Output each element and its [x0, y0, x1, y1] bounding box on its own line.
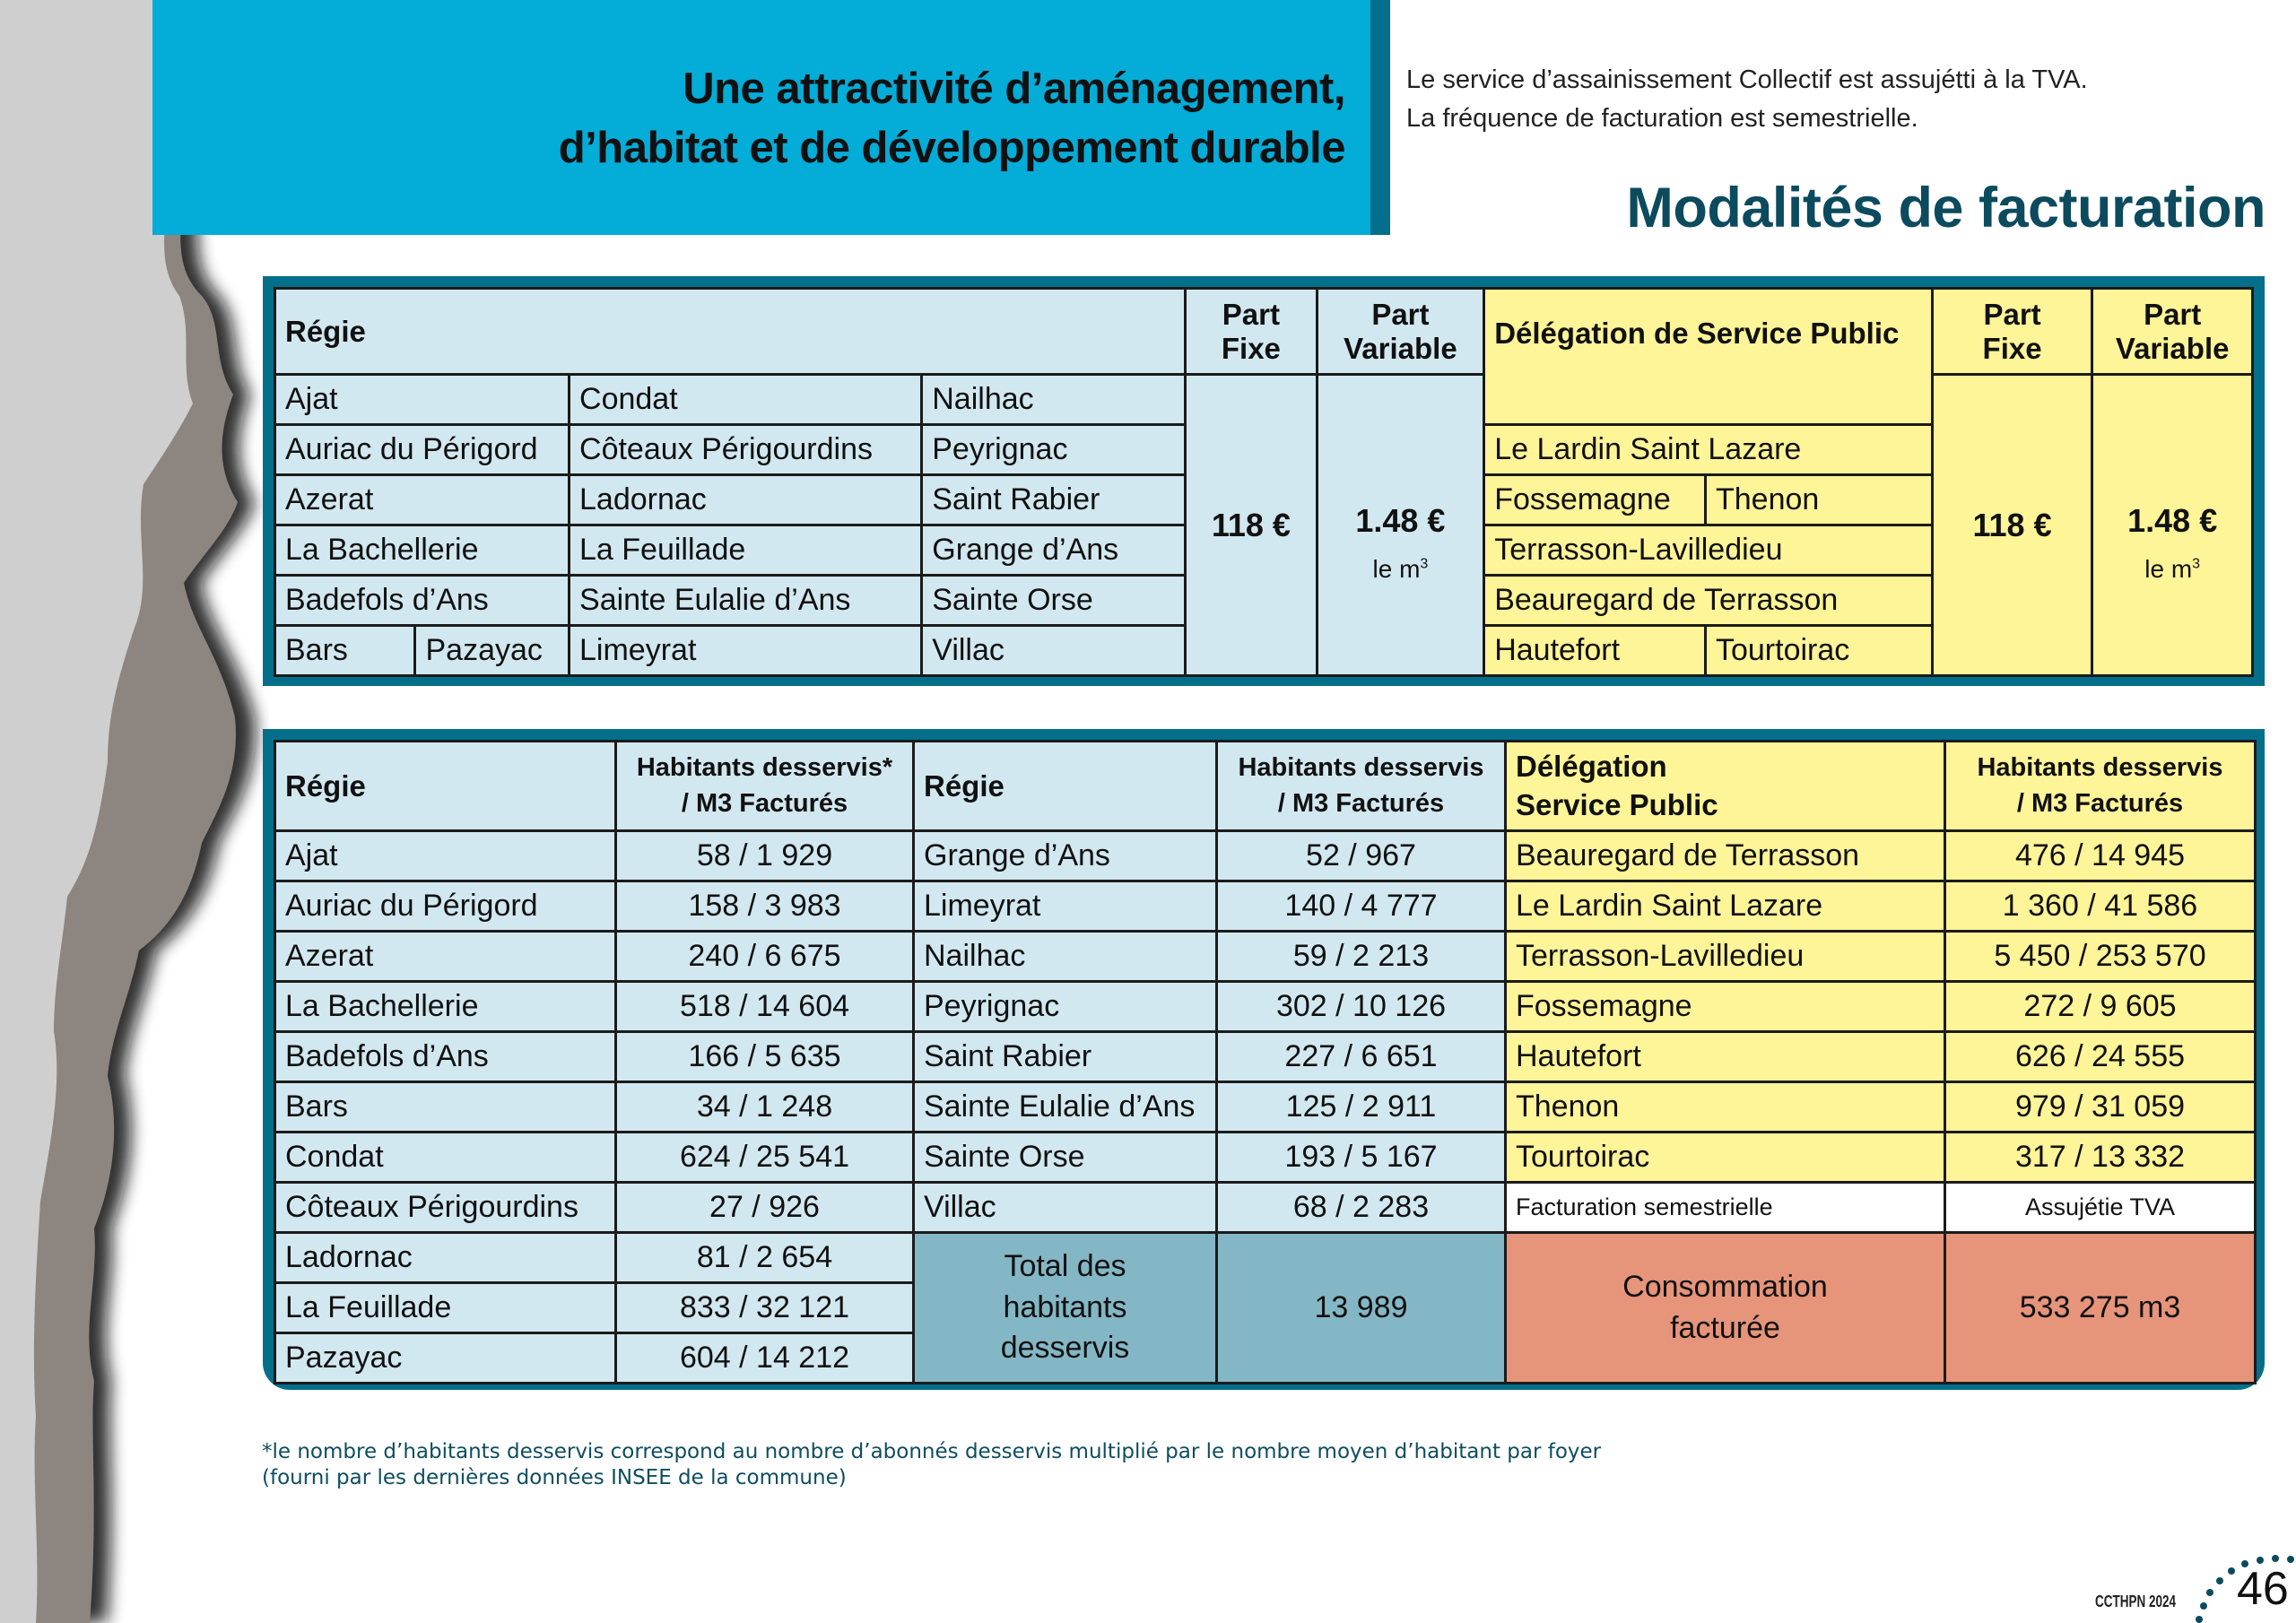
table-row — [275, 1233, 2256, 1283]
regie-commune: La Feuillade — [570, 525, 922, 576]
page-title — [559, 59, 1345, 178]
table-row — [275, 1183, 2256, 1233]
dsp-commune: Thenon — [1506, 1082, 1945, 1133]
page-title-line2: d’habitat et de développement durable — [558, 124, 1345, 172]
dsp-commune: Le Lardin Saint Lazare — [1484, 425, 1933, 475]
regie-value: 81 / 2 654 — [616, 1233, 914, 1283]
dsp-value: 1 360 / 41 586 — [1945, 881, 2256, 932]
intro-line2: La fréquence de facturation est semestrielle. — [1406, 104, 1918, 133]
regie-commune: Bars — [275, 626, 415, 676]
regie-value: 240 / 6 675 — [616, 932, 914, 982]
footnote-line2: (fourni par les dernières données INSEE de la commune) — [262, 1466, 847, 1489]
dsp-value: 272 / 9 605 — [1945, 982, 2256, 1032]
page-title-line1: Une attractivité d’aménagement, — [683, 65, 1345, 113]
regie-value: 158 / 3 983 — [616, 881, 914, 932]
regie-commune: Ladornac — [275, 1233, 616, 1283]
regie-value: 624 / 25 541 — [616, 1133, 914, 1183]
regie-commune: Azerat — [275, 475, 570, 525]
regie-part-fixe-value: 118 € — [1186, 375, 1317, 676]
regie-commune: Azerat — [275, 932, 616, 982]
page-number: 46 — [2237, 1563, 2289, 1615]
dsp-commune: Tourtoirac — [1705, 626, 1932, 676]
section-title: Modalités de facturation — [1626, 177, 2266, 239]
regie-commune: La Bachellerie — [275, 525, 570, 576]
intro-text — [1406, 61, 2088, 138]
table-row — [275, 1133, 2256, 1183]
dsp-value: 626 / 24 555 — [1945, 1032, 2256, 1082]
dsp-commune: Beauregard de Terrasson — [1506, 831, 1945, 881]
col-header-hab-b: Habitants desservis / M3 Facturés — [1217, 742, 1506, 831]
table-row — [275, 932, 2256, 982]
regie-commune: Côteaux Périgourdins — [275, 1183, 616, 1233]
regie-commune: Peyrignac — [922, 425, 1186, 475]
dsp-commune: Tourtoirac — [1506, 1133, 1945, 1183]
regie-commune: Ajat — [275, 375, 570, 425]
regie-value: 27 / 926 — [616, 1183, 914, 1233]
regie-value: 833 / 32 121 — [616, 1283, 914, 1333]
regie-commune: Sainte Eulalie d’Ans — [570, 576, 922, 626]
regie-commune: Villac — [922, 626, 1186, 676]
regie-commune: Pazayac — [415, 626, 570, 676]
consumption-label: Consommation facturée — [1506, 1233, 1945, 1384]
footer-label: CCTHPN 2024 — [2095, 1593, 2177, 1610]
regie-commune: Grange d’Ans — [922, 525, 1186, 576]
dsp-commune: Fossemagne — [1484, 475, 1706, 525]
regie-value: 68 / 2 283 — [1217, 1183, 1506, 1233]
regie-value: 59 / 2 213 — [1217, 932, 1506, 982]
col-header-hab-dsp: Habitants desservis / M3 Facturés — [1945, 742, 2256, 831]
dsp-commune: Hautefort — [1506, 1032, 1945, 1082]
regie-commune: Saint Rabier — [922, 475, 1186, 525]
regie-value: 58 / 1 929 — [616, 831, 914, 881]
consumption-value: 533 275 m3 — [1945, 1233, 2256, 1384]
regie-value: 302 / 10 126 — [1217, 982, 1506, 1032]
regie-variable-unit: le $m^3$ — [1372, 555, 1429, 584]
regie-commune: Limeyrat — [914, 881, 1217, 932]
regie-value: 518 / 14 604 — [616, 982, 914, 1032]
col-header-hab-a: Habitants desservis* / M3 Facturés — [616, 742, 914, 831]
total-habitants-label: Total des habitants desservis — [914, 1233, 1217, 1384]
regie-header: Régie — [275, 289, 1186, 375]
dsp-value: 476 / 14 945 — [1945, 831, 2256, 881]
regie-variable-price: 1.48 € — [1355, 501, 1446, 539]
torn-paper-decoration — [0, 0, 269, 1623]
dsp-commune: Hautefort — [1484, 626, 1706, 676]
dsp-commune: Beauregard de Terrasson — [1484, 576, 1933, 626]
regie-commune: Ladornac — [570, 475, 922, 525]
regie-commune: Grange d’Ans — [914, 831, 1217, 881]
regie-commune: Bars — [275, 1082, 616, 1133]
col-header-regie-a: Régie — [275, 742, 616, 831]
regie-commune: Condat — [570, 375, 922, 425]
regie-value: 166 / 5 635 — [616, 1032, 914, 1082]
dsp-part-fixe-value: 118 € — [1932, 375, 2092, 676]
regie-commune: Auriac du Périgord — [275, 425, 570, 475]
dsp-commune: Terrasson-Lavilledieu — [1484, 525, 1933, 576]
dsp-value: 5 450 / 253 570 — [1945, 932, 2256, 982]
stats-table — [263, 729, 2265, 1390]
tariff-table — [263, 276, 2265, 686]
regie-value: 227 / 6 651 — [1217, 1032, 1506, 1082]
regie-commune: Limeyrat — [570, 626, 922, 676]
col-header-dsp: Délégation Service Public — [1506, 742, 1945, 831]
regie-commune: Peyrignac — [914, 982, 1217, 1032]
regie-commune: La Feuillade — [275, 1283, 616, 1333]
regie-commune: Badefols d’Ans — [275, 576, 570, 626]
regie-commune: Sainte Orse — [914, 1133, 1217, 1183]
regie-commune: Condat — [275, 1133, 616, 1183]
table-row — [275, 982, 2256, 1032]
dsp-commune: Le Lardin Saint Lazare — [1506, 881, 1945, 932]
dsp-part-variable-value — [2092, 375, 2253, 676]
regie-commune: La Bachellerie — [275, 982, 616, 1032]
table-row — [275, 1032, 2256, 1082]
regie-commune: Sainte Eulalie d’Ans — [914, 1082, 1217, 1133]
regie-value: 140 / 4 777 — [1217, 881, 1506, 932]
dsp-commune: Fossemagne — [1506, 982, 1945, 1032]
regie-value: 34 / 1 248 — [616, 1082, 914, 1133]
regie-value: 125 / 2 911 — [1217, 1082, 1506, 1133]
tva-note: Assujétie TVA — [1945, 1183, 2256, 1233]
regie-commune: Auriac du Périgord — [275, 881, 616, 932]
dsp-variable-unit: le $m^3$ — [2144, 555, 2201, 584]
col-header-regie-b: Régie — [914, 742, 1217, 831]
dsp-variable-price: 1.48 € — [2127, 501, 2218, 539]
regie-part-variable-value — [1317, 375, 1484, 676]
regie-commune: Côteaux Périgourdins — [570, 425, 922, 475]
regie-commune: Nailhac — [922, 375, 1186, 425]
footnote-line1: *le nombre d’habitants desservis correspond au nombre d’abonnés desservis multiplié par le nombre moyen d’habitant par foyer — [262, 1440, 1602, 1463]
table-row — [275, 1082, 2256, 1133]
table-row — [275, 831, 2256, 881]
regie-value: 52 / 967 — [1217, 831, 1506, 881]
dsp-value: 317 / 13 332 — [1945, 1133, 2256, 1183]
regie-commune: Saint Rabier — [914, 1032, 1217, 1082]
regie-commune: Ajat — [275, 831, 616, 881]
dsp-part-fixe-header: Part Fixe — [1932, 289, 2092, 375]
dsp-value: 979 / 31 059 — [1945, 1082, 2256, 1133]
regie-value: 604 / 14 212 — [616, 1333, 914, 1384]
header-accent-stripe — [1370, 0, 1390, 235]
dsp-part-variable-header: Part Variable — [2092, 289, 2253, 375]
dsp-commune: Terrasson-Lavilledieu — [1506, 932, 1945, 982]
regie-commune: Nailhac — [914, 932, 1217, 982]
dsp-commune: Thenon — [1705, 475, 1932, 525]
regie-commune: Pazayac — [275, 1333, 616, 1384]
dsp-header: Délégation de Service Public — [1484, 289, 1933, 425]
table-row — [275, 881, 2256, 932]
billing-frequency-note: Facturation semestrielle — [1506, 1183, 1945, 1233]
total-habitants-value: 13 989 — [1217, 1233, 1506, 1384]
regie-commune: Sainte Orse — [922, 576, 1186, 626]
regie-commune: Villac — [914, 1183, 1217, 1233]
intro-line1: Le service d’assainissement Collectif est assujétti à la TVA. — [1406, 65, 2088, 94]
footnote — [262, 1439, 1601, 1491]
regie-part-variable-header: Part Variable — [1317, 289, 1484, 375]
regie-part-fixe-header: Part Fixe — [1186, 289, 1317, 375]
regie-value: 193 / 5 167 — [1217, 1133, 1506, 1183]
regie-commune: Badefols d’Ans — [275, 1032, 616, 1082]
